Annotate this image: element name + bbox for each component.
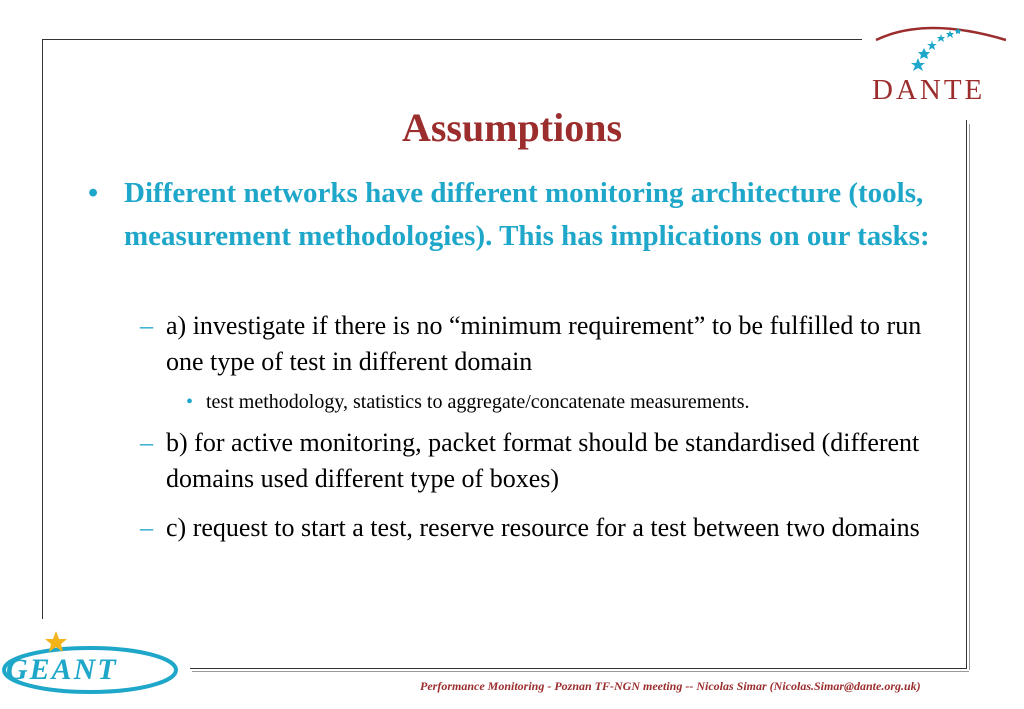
footer-text: Performance Monitoring - Poznan TF-NGN meeting -- Nicolas Simar (Nicolas.Simar@dante.org.uk) bbox=[420, 679, 921, 693]
frame-top-line bbox=[42, 39, 862, 40]
sub-point-a-text: a) investigate if there is no “minimum requirement” to be fulfilled to run one type of test in different domain bbox=[166, 311, 922, 376]
bullet-icon: • bbox=[186, 391, 194, 413]
frame-right-shadow bbox=[969, 124, 970, 670]
dante-brand-text: DANTE bbox=[872, 74, 986, 106]
slide-title: Assumptions bbox=[401, 105, 623, 150]
sub-point-c-text: c) request to start a test, reserve resource for a test between two domains bbox=[166, 513, 920, 542]
sub-point-b-text: b) for active monitoring, packet format should be standardised (different domains used different type of boxes) bbox=[166, 428, 920, 493]
geant-logo bbox=[0, 628, 185, 703]
dash-icon: – bbox=[140, 428, 153, 457]
frame-right-line bbox=[966, 120, 967, 668]
frame-bottom-shadow bbox=[192, 671, 969, 672]
star-arc-icon bbox=[911, 28, 961, 71]
dash-icon: – bbox=[140, 513, 153, 542]
svg-text:GEANT: GEANT bbox=[6, 653, 118, 686]
main-bullet-text: Different networks have different monitoring architecture (tools, measurement methodologies). This has implications on our tasks: bbox=[124, 177, 930, 252]
sub-sub-point-text: test methodology, statistics to aggregate/concatenate measurements. bbox=[206, 391, 750, 413]
frame-bottom-line bbox=[190, 668, 967, 669]
bullet-icon: • bbox=[88, 177, 99, 209]
dash-icon: – bbox=[140, 311, 153, 340]
